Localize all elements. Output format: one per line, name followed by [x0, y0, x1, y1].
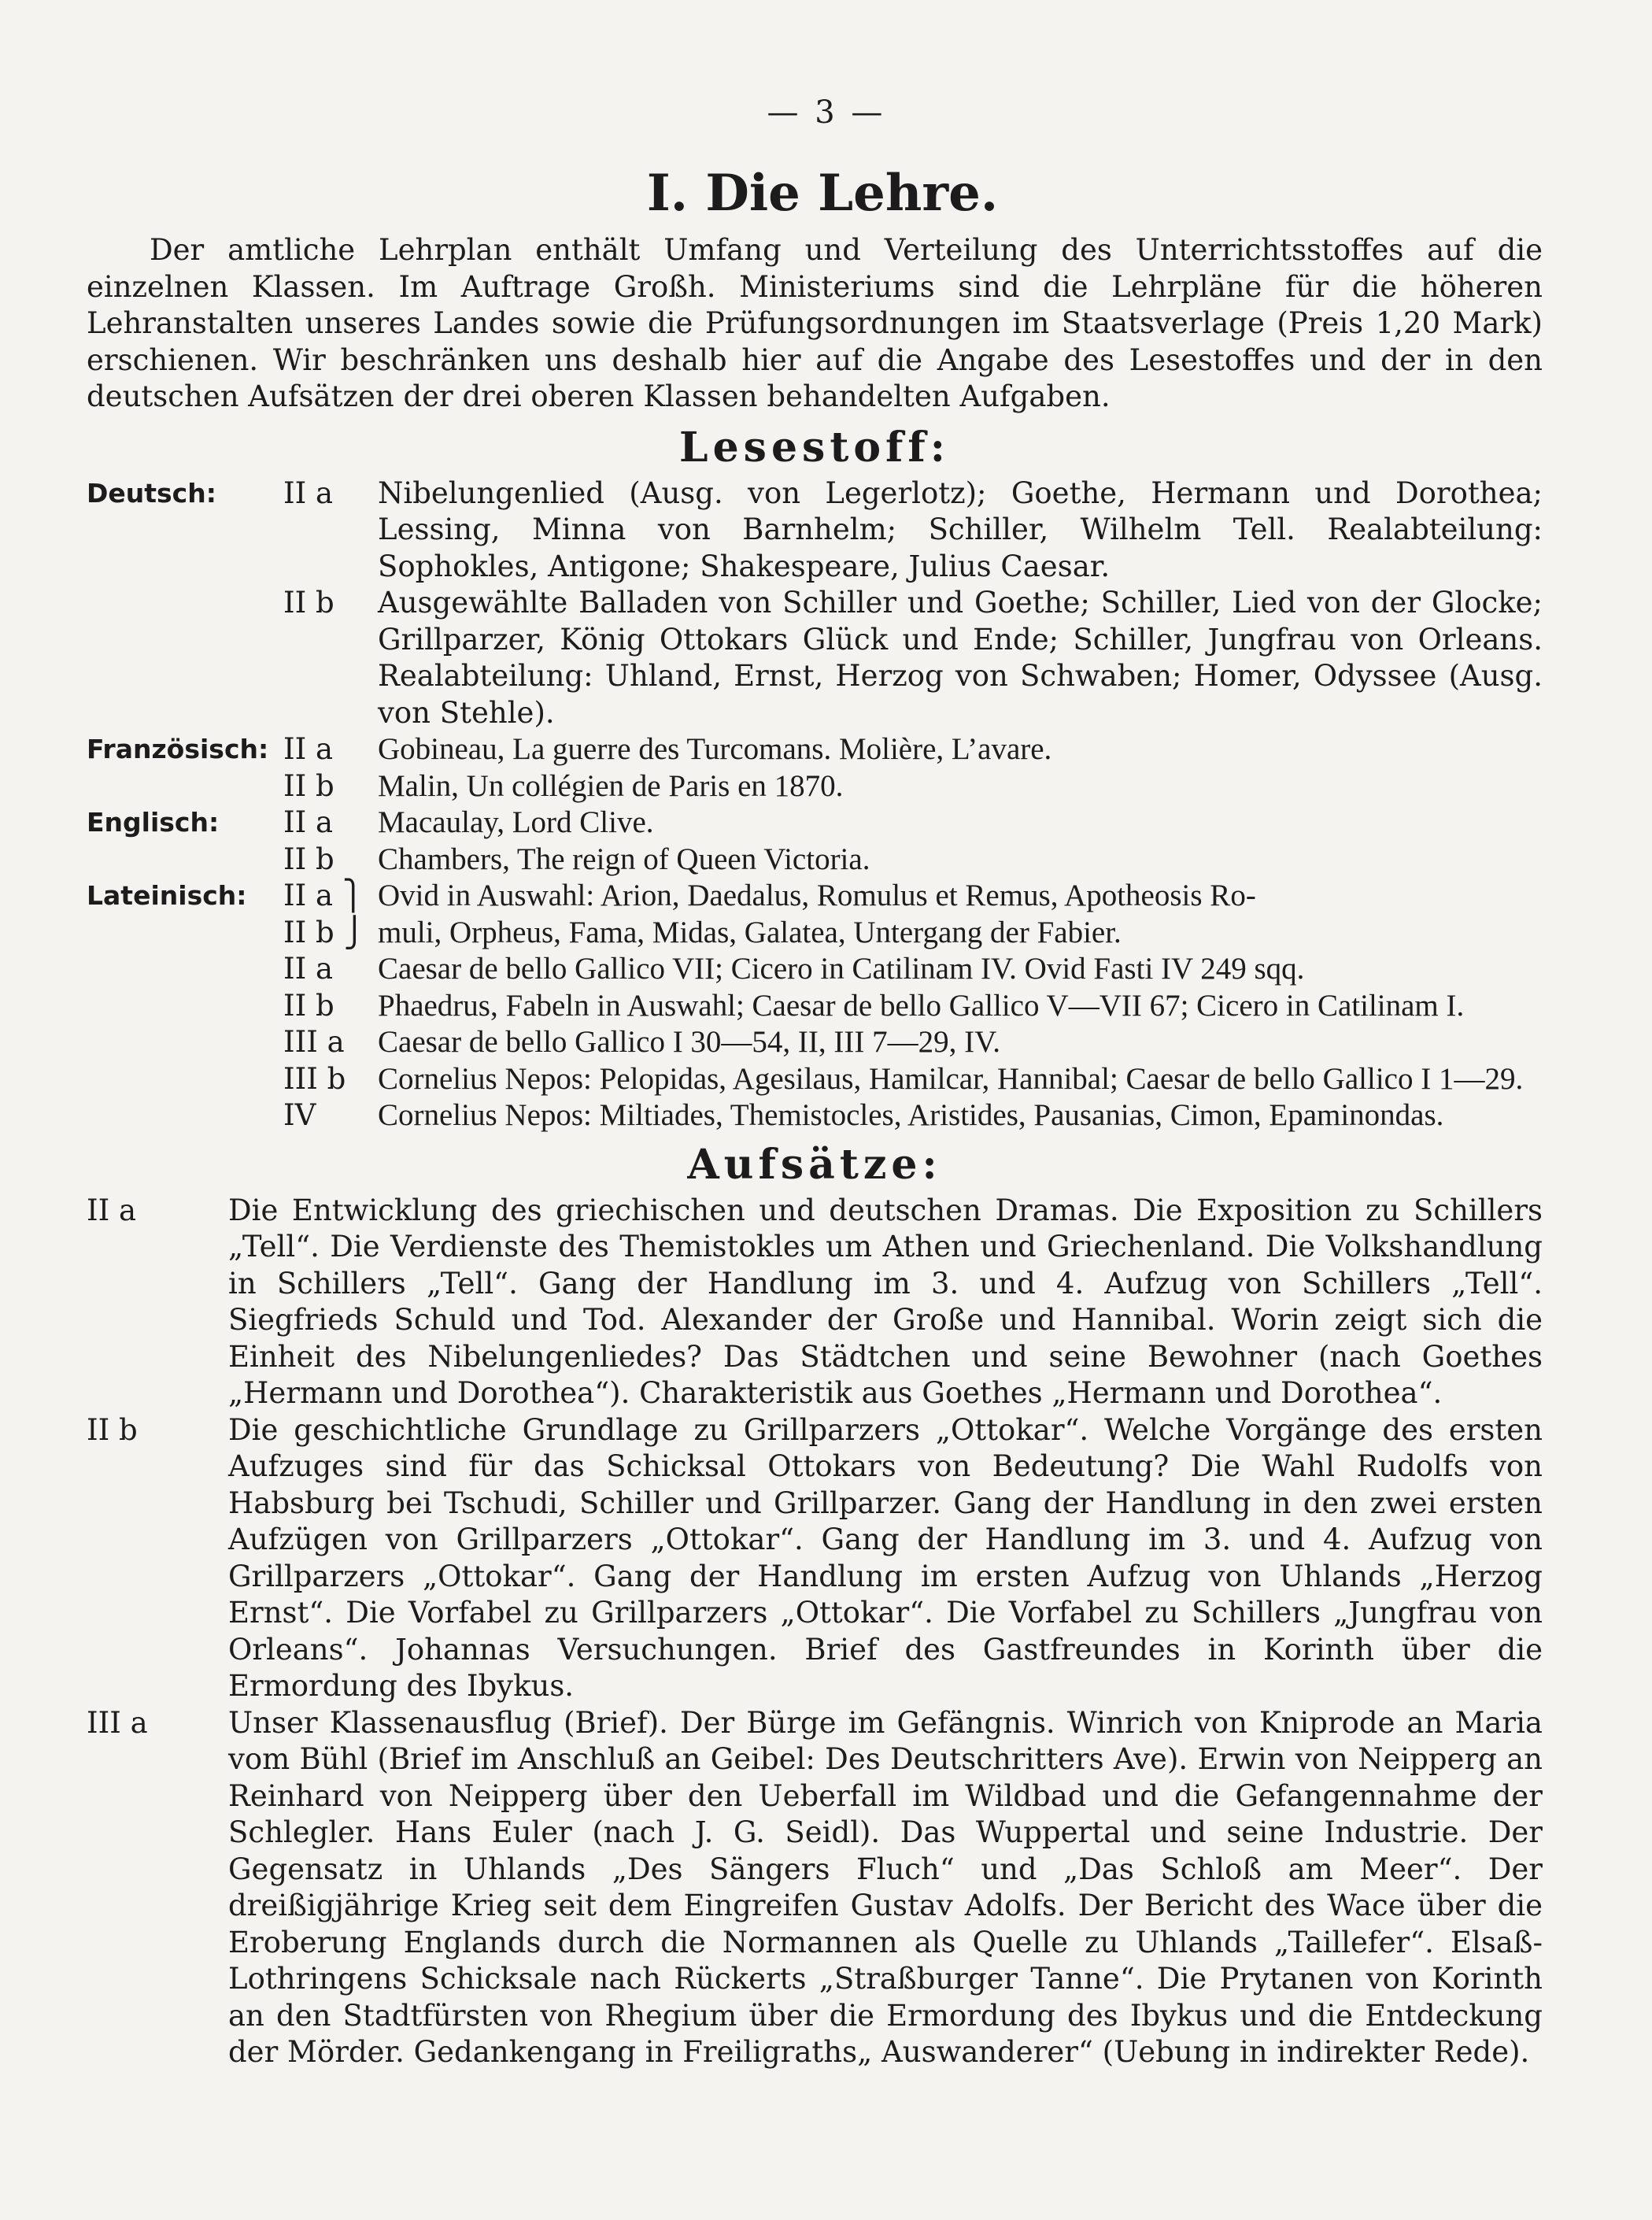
- subject-label: [87, 768, 283, 805]
- document-page: [87, 94, 1543, 2071]
- class-label: II a: [283, 732, 334, 766]
- reading-text: Malin, Un collégien de Paris en 1870.: [378, 768, 844, 803]
- reading-text: Caesar de bello Gallico I 30—54, II, III 7—29, IV.: [378, 1025, 1000, 1059]
- class-label: III b: [283, 1061, 346, 1096]
- reading-text: Macaulay, Lord Clive.: [378, 805, 654, 839]
- reading-text: Chambers, The reign of Queen Victoria.: [378, 842, 870, 876]
- subject-label: [87, 1024, 283, 1061]
- lesestoff-row: [87, 951, 1543, 988]
- essay-row: [87, 1705, 1543, 2071]
- intro-text: Der amtliche Lehrplan enthält Umfang und Verteilung des Unterrichtsstoffes auf die einzelnen Klassen. Im Auftrage Großh. Ministeriums sind die Lehrpläne für die höheren Lehranstalten unseres Landes sowie die Prüfungsordnungen im Staatsverlage (Preis 1,20 Mark) erschienen. Wir beschränken uns deshalb hier auf die Angabe des Lesestoffes und der in den deutschen Aufsätzen der drei oberen Klassen behandelten Aufgaben.: [87, 233, 1543, 413]
- class-label: III a: [283, 1025, 345, 1059]
- class-label: III a: [87, 1705, 148, 1740]
- reading-text: Phaedrus, Fabeln in Auswahl; Caesar de bello Gallico V—VII 67; Cicero in Catilinam I.: [378, 988, 1465, 1023]
- class-label: II a: [283, 475, 334, 510]
- subject-label: [87, 988, 283, 1025]
- subject-label: Englisch:: [87, 807, 220, 838]
- lesestoff-row: [87, 585, 1543, 731]
- page-title: I. Die Lehre.: [646, 164, 999, 223]
- lesestoff-row: [87, 805, 1543, 842]
- reading-text: Cornelius Nepos: Pelopidas, Agesilaus, Hamilcar, Hannibal; Caesar de bello Gallico I 1—29.: [378, 1061, 1524, 1096]
- reading-text: Cornelius Nepos: Miltiades, Themistocles, Aristides, Pausanias, Cimon, Epaminondas.: [378, 1098, 1444, 1132]
- lesestoff-row: [87, 768, 1543, 805]
- subject-label: [87, 951, 283, 988]
- subject-label: Französisch:: [87, 734, 269, 764]
- class-label: II a: [283, 952, 334, 986]
- class-label: II b ⎭: [283, 915, 366, 949]
- essay-topics: Die Entwicklung des griechischen und deutschen Dramas. Die Exposition zu Schillers „Tell“. Die Verdienste des Themistokles um Athen und Griechenland. Die Volkshandlung in Schillers „Tell“. Gang der Handlung im 3. und 4. Aufzug von Schillers „Tell“. Siegfrieds Schuld und Tod. Alexander der Große und Hannibal. Worin zeigt sich die Einheit des Nibelungenliedes? Das Städtchen und seine Bewohner (nach Goethes „Hermann und Dorothea“). Charakteristik aus Goethes „Hermann und Dorothea“.: [228, 1193, 1543, 1410]
- aufsaetze-heading: Aufsätze:: [687, 1140, 942, 1189]
- subject-label: [87, 1097, 283, 1134]
- class-label: II b: [283, 586, 334, 620]
- class-label: II a ⎫: [283, 879, 364, 912]
- subject-label: Lateinisch:: [87, 880, 247, 911]
- lesestoff-row: [87, 1024, 1543, 1061]
- reading-text: Nibelungenlied (Ausg. von Legerlotz); Goethe, Hermann und Dorothea; Lessing, Minna von Barnhelm; Schiller, Wilhelm Tell. Realabteilung: Sophokles, Antigone; Shakespeare, Julius Caesar.: [378, 475, 1543, 583]
- reading-text: Gobineau, La guerre des Turcomans. Molière, L’avare.: [378, 732, 1052, 766]
- page-number: — 3 —: [767, 94, 886, 131]
- essay-row: [87, 1193, 1543, 1412]
- lesestoff-row: [87, 988, 1543, 1025]
- lesestoff-row: [87, 878, 1543, 915]
- class-label: II b: [283, 988, 334, 1023]
- essay-topics: Unser Klassenausflug (Brief). Der Bürge im Gefängnis. Winrich von Kniprode an Maria vom Bühl (Brief im Anschluß an Geibel: Des Deutschritters Ave). Erwin von Neipperg an Reinhard von Neipperg über den Ueberfall im Wildbad und die Gefangennahme der Schlegler. Hans Euler (nach J. G. Seidl). Das Wuppertal und seine Industrie. Der Gegensatz in Uhlands „Des Sängers Fluch“ und „Das Schloß am Meer“. Der dreißigjährige Krieg seit dem Eingreifen Gustav Adolfs. Der Bericht des Wace über die Eroberung Englands durch die Normannen als Quelle zu Uhlands „Taillefer“. Elsaß-Lothringens Schicksale nach Rückerts „Straßburger Tanne“. Die Prytanen von Korinth an den Stadtfürsten von Rhegium über die Ermordung des Ibykus und die Entdeckung der Mörder. Gedankengang in Freiligraths„ Auswanderer“ (Uebung in indirekter Rede).: [228, 1705, 1543, 2069]
- subject-label: [87, 1061, 283, 1098]
- reading-text: Caesar de bello Gallico VII; Cicero in Catilinam IV. Ovid Fasti IV 249 sqq.: [378, 952, 1305, 986]
- subject-label: [87, 915, 283, 952]
- aufsaetze-list: [87, 1193, 1543, 2071]
- lesestoff-row: [87, 1061, 1543, 1098]
- lesestoff-row: [87, 731, 1543, 768]
- lesestoff-heading: Lesestoff:: [679, 423, 950, 472]
- subject-label: Deutsch:: [87, 477, 216, 509]
- subject-label: [87, 842, 283, 879]
- reading-text: Ausgewählte Balladen von Schiller und Goethe; Schiller, Lied von der Glocke; Grillparzer, König Ottokars Glück und Ende; Schiller, Jungfrau von Orleans. Realabteilung: Uhland, Ernst, Herzog von Schwaben; Homer, Odyssee (Ausg. von Stehle).: [378, 586, 1543, 730]
- class-label: II a: [87, 1193, 137, 1227]
- lesestoff-row: [87, 915, 1543, 952]
- lesestoff-row: [87, 842, 1543, 879]
- reading-text: Ovid in Auswahl: Arion, Daedalus, Romulus et Remus, Apotheosis Ro-: [378, 879, 1256, 912]
- class-label: II a: [283, 805, 334, 839]
- subject-label: [87, 585, 283, 731]
- lesestoff-row: [87, 475, 1543, 586]
- class-label: II b: [283, 842, 334, 876]
- class-label: IV: [283, 1098, 316, 1132]
- essay-row: [87, 1412, 1543, 1705]
- reading-text: muli, Orpheus, Fama, Midas, Galatea, Untergang der Fabier.: [378, 915, 1122, 949]
- lesestoff-list: [87, 475, 1543, 1134]
- essay-topics: Die geschichtliche Grundlage zu Grillparzers „Ottokar“. Welche Vorgänge des ersten Aufzuges sind für das Schicksal Ottokars von Bedeutung? Die Wahl Rudolfs von Habsburg bei Tschudi, Schiller und Grillparzer. Gang der Handlung in den zwei ersten Aufzügen von Grillparzers „Ottokar“. Gang der Handlung im 3. und 4. Aufzug von Grillparzers „Ottokar“. Gang der Handlung im ersten Aufzug von Uhlands „Herzog Ernst“. Die Vorfabel zu Grillparzers „Ottokar“. Die Vorfabel zu Schillers „Jungfrau von Orleans“. Johannas Versuchungen. Brief des Gastfreundes in Korinth über die Ermordung des Ibykus.: [228, 1412, 1543, 1703]
- class-label: II b: [87, 1412, 138, 1447]
- intro-paragraph: [87, 232, 1543, 416]
- lesestoff-row: [87, 1097, 1543, 1134]
- class-label: II b: [283, 768, 334, 803]
